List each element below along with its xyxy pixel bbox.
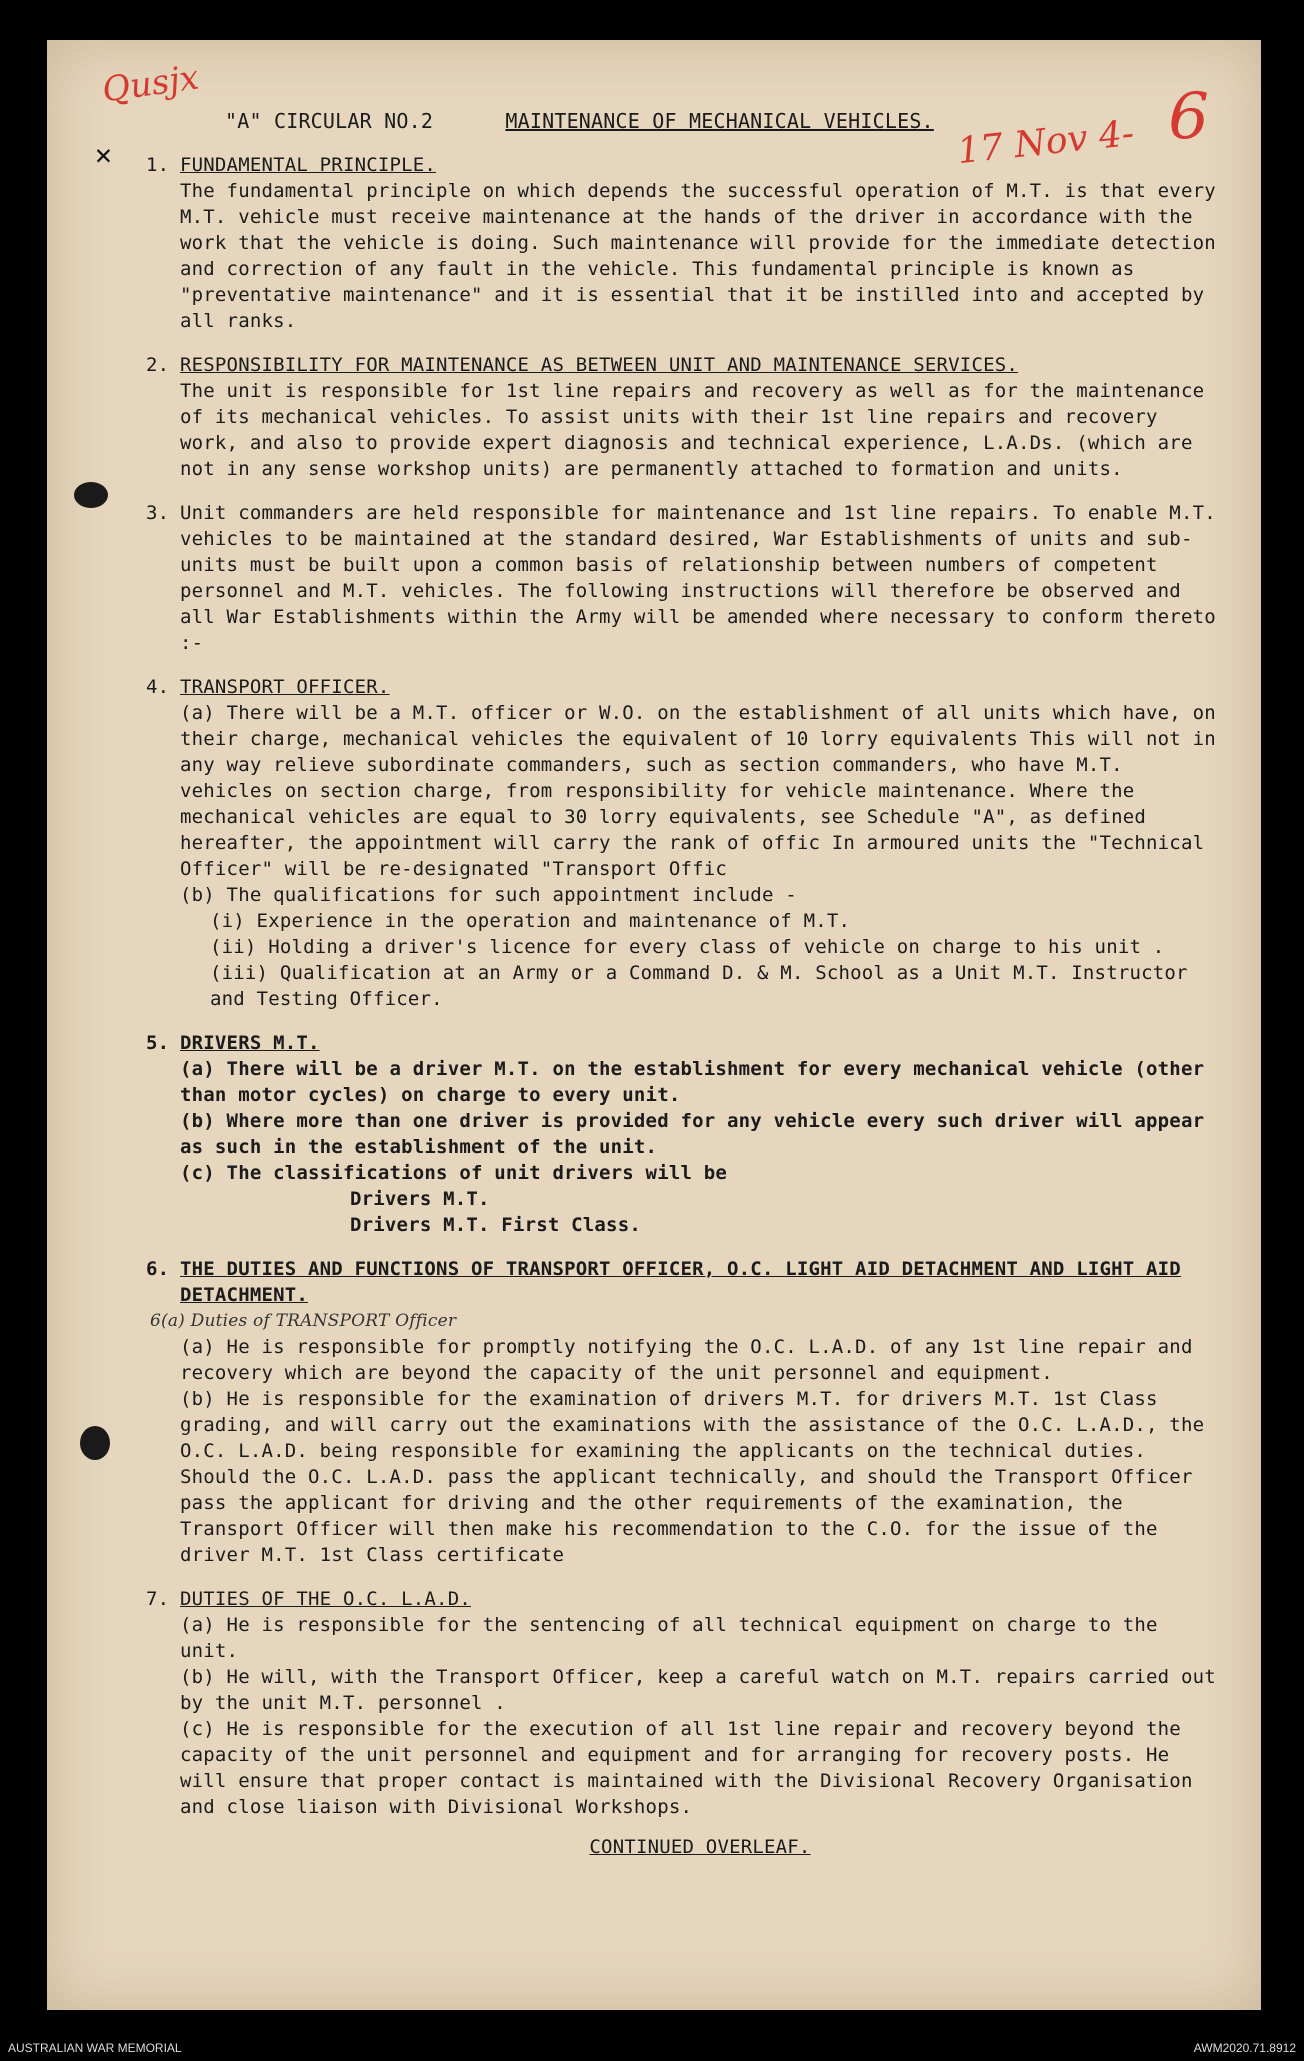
section-number: 5. [146,1032,170,1054]
section-title: DUTIES OF THE O.C. L.A.D. [180,1588,471,1610]
handwritten-reference: Qusjx [99,57,202,111]
handwritten-folio-number: 6 [1168,80,1209,154]
section-title: DRIVERS M.T. [180,1032,320,1054]
document-header [225,108,1220,134]
document-body [146,108,1220,1860]
section-4 [146,674,1220,1012]
ink-blot [80,1426,110,1460]
section-3 [146,500,1220,656]
section-title: FUNDAMENTAL PRINCIPLE. [180,154,437,176]
section-2 [146,352,1220,482]
section-number: 7. [146,1588,170,1610]
section-title: RESPONSIBILITY FOR MAINTENANCE AS BETWEEN UNIT AND MAINTENANCE SERVICES. [180,354,1019,376]
list-item: (ii) Holding a driver's licence for every class of vehicle on charge to his unit . [210,936,1165,958]
section-number: 2. [146,354,170,376]
paragraph-b: (b) Where more than one driver is provided for any vehicle every such driver will appear as such in the establishment of the unit. [180,1110,1205,1158]
circular-subject: MAINTENANCE OF MECHANICAL VEHICLES. [505,109,934,133]
paragraph-b: (b) He is responsible for the examination of drivers M.T. for drivers M.T. 1st Class grading, and will carry out the examinations with the assistance of the O.C. L.A.D., the O.C. L.A.D. being responsible for examining the applicants on the technical duties. Should the O.C. L.A.D. pass the applicant technically, and should the Transport Officer pass the applicant for driving and the other requirements of the examination, the Transport Officer will then make his recommendation to the C.O. for the issue of the driver M.T. 1st Class certificate [180,1388,1205,1566]
handwritten-margin-note: 6(a) Duties of TRANSPORT Officer [150,1311,457,1331]
section-number: 6. [146,1258,170,1280]
list-item: Drivers M.T. First Class. [350,1214,641,1236]
list-item: (i) Experience in the operation and maintenance of M.T. [210,910,851,932]
paragraph-a: (a) There will be a driver M.T. on the establishment for every mechanical vehicle (other than motor cycles) on charge to every unit. [180,1058,1205,1106]
circular-number: "A" CIRCULAR NO.2 [225,109,434,133]
paragraph-a: (a) He is responsible for promptly notifying the O.C. L.A.D. of any 1st line repair and recovery which are beyond the capacity of the unit personnel and equipment. [180,1336,1193,1384]
pin-hole-mark: ✕ [95,138,112,171]
paragraph-a: (a) There will be a M.T. officer or W.O. on the establishment of all units which have, on their charge, mechanical vehicles the equivalent of 10 lorry equivalents This will not in any way relieve subordinate commanders, such as section commanders, who have M.T. vehicles on section charge, from responsibility for vehicle maintenance. Where the mechanical vehicles are equal to 30 lorry equivalents, see Schedule "A", as defined hereafter, the appointment will carry the rank of offic In armoured units the "Technical Officer" will be re-designated "Transport Offic [180,702,1216,880]
paragraph-c: (c) He is responsible for the execution of all 1st line repair and recovery beyond the capacity of the unit personnel and equipment and for arranging for recovery posts. He will ensure that proper contact is maintained with the Divisional Recovery Organisation and close liaison with Divisional Workshops. [180,1718,1193,1818]
footer-accession-number: AWM2020.71.8912 [1193,2041,1296,2055]
section-number: 1. [146,154,170,176]
paragraph-b: (b) He will, with the Transport Officer, keep a careful watch on M.T. repairs carried out by the unit M.T. personnel . [180,1666,1216,1714]
section-text: Unit commanders are held responsible for maintenance and 1st line repairs. To enable M.T. vehicles to be maintained at the standard desired, War Establishments of units and sub-units must be built upon a common basis of relationship between numbers of competent personnel and M.T. vehicles. The following instructions will therefore be observed and all War Establishments within the Army will be amended where necessary to conform thereto :- [180,502,1216,654]
section-text: The unit is responsible for 1st line repairs and recovery as well as for the maintenance of its mechanical vehicles. To assist units with their 1st line repairs and recovery work, and also to provide expert diagnosis and technical experience, L.A.Ds. (which are not in any sense workshop units) are permanently attached to formation and units. [180,380,1205,480]
paragraph-b: (b) The qualifications for such appointment include - [180,884,797,906]
list-item: Drivers M.T. [350,1188,490,1210]
section-number: 4. [146,676,170,698]
section-text: The fundamental principle on which depends the successful operation of M.T. is that every M.T. vehicle must receive maintenance at the hands of the driver in accordance with the work that the vehicle is doing. Such maintenance will provide for the immediate detection and correction of any fault in the vehicle. This fundamental principle is known as "preventative maintenance" and it is essential that it be instilled into and accepted by all ranks. [180,180,1216,332]
list-item: (iii) Qualification at an Army or a Command D. & M. School as a Unit M.T. Instructor and Testing Officer. [210,962,1188,1010]
section-title: THE DUTIES AND FUNCTIONS OF TRANSPORT OFFICER, O.C. LIGHT AID DETACHMENT AND LIGHT AID DETACHMENT. [180,1258,1181,1306]
section-5 [146,1030,1220,1238]
section-number: 3. [146,502,170,524]
continued-overleaf: CONTINUED OVERLEAF. [589,1836,811,1858]
section-7 [146,1586,1220,1820]
handwritten-date: 17 Nov 4- [955,112,1136,173]
section-title: TRANSPORT OFFICER. [180,676,390,698]
section-1 [146,152,1220,334]
footer-institution: AUSTRALIAN WAR MEMORIAL [8,2041,182,2055]
paragraph-c: (c) The classifications of unit drivers will be [180,1162,728,1184]
paragraph-a: (a) He is responsible for the sentencing of all technical equipment on charge to the unit. [180,1614,1158,1662]
ink-blot [74,482,108,508]
section-6 [146,1256,1220,1568]
